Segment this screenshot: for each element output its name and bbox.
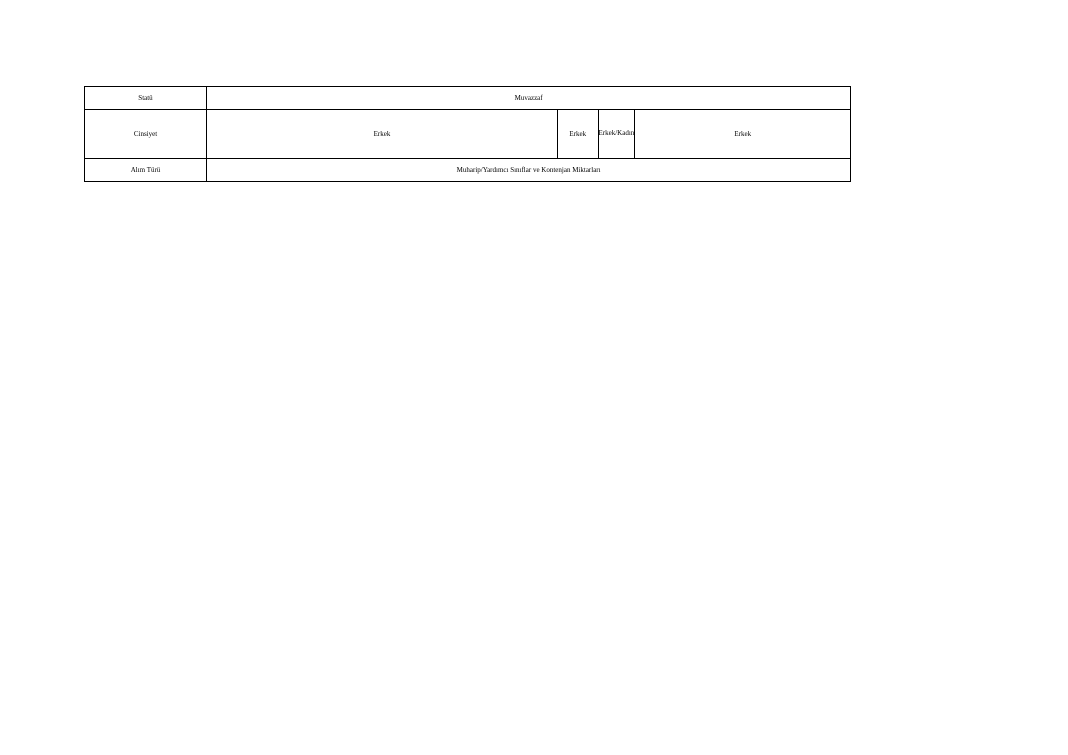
document-page [84,86,984,182]
header-cinsiyet-erkek-2: Erkek [558,110,599,159]
header-cinsiyet-erkek-3: Erkek [635,110,851,159]
header-label-alim-turu: Alım Türü [85,159,207,182]
header-cinsiyet-erkek-kadin: Erkek/Kadın [598,110,635,159]
header-cinsiyet-erkek-1: Erkek [207,110,558,159]
kontenjan-table [84,86,851,182]
header-value-alim-turu: Muharip/Yardımcı Sınıflar ve Kontenjan Miktarları [207,159,851,182]
header-value-statu: Muvazzaf [207,87,851,110]
header-label-statu: Statü [85,87,207,110]
header-label-cinsiyet: Cinsiyet [85,110,207,159]
